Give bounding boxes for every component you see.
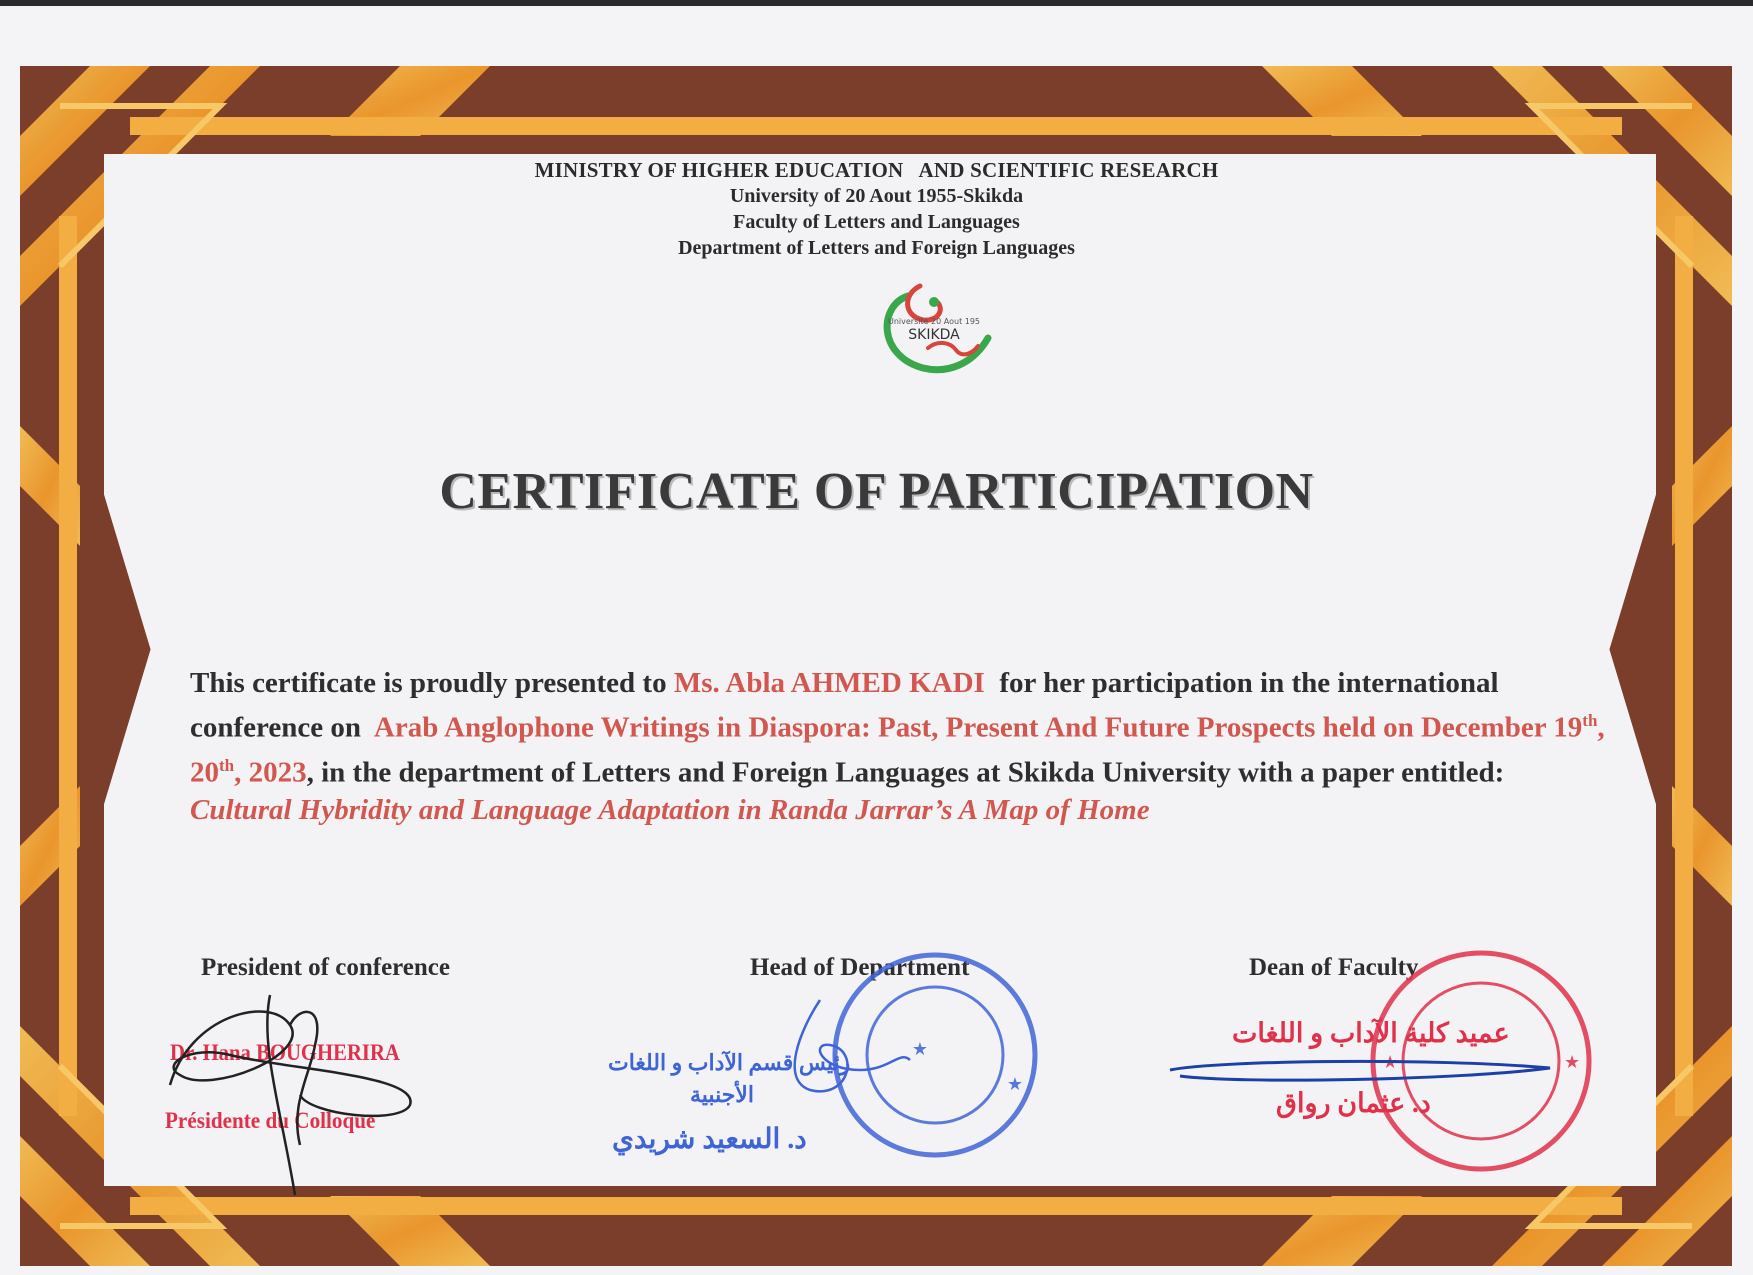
faculty-heading: Faculty of Letters and Languages — [733, 211, 1020, 233]
conference-title: Arab Anglophone Writings in Diaspora: Past, Present And Future Prospects held on December 19 — [373, 711, 1583, 744]
date-suffix-2: th — [219, 755, 235, 775]
scan-edge — [0, 0, 1753, 6]
president-name: Dr. Hana BOUGHERIRA — [170, 1040, 400, 1065]
department-heading: Department of Letters and Foreign Languages — [678, 237, 1075, 259]
recipient-name: Ms. Abla AHMED KADI — [673, 667, 985, 699]
dean-label: Dean of Faculty — [1249, 954, 1419, 981]
svg-text:★: ★ — [911, 1039, 929, 1060]
president-signature — [150, 985, 450, 1205]
body-mid2: , in the department of Letters and Foreign Languages at Skikda University with a paper entitled: — [306, 756, 1505, 789]
dean-signature — [1160, 1040, 1560, 1100]
head-of-department-label: Head of Department — [750, 954, 970, 981]
university-heading: University of 20 Aout 1955-Skikda — [729, 185, 1024, 207]
certificate-title: CERTIFICATE OF PARTICIPATION — [439, 463, 1314, 520]
date-comma: , 20 — [190, 711, 1605, 789]
date-suffix-1: th — [1582, 711, 1598, 730]
logo-name: SKIKDA — [908, 327, 960, 343]
svg-text:★: ★ — [1006, 1074, 1024, 1095]
head-stamp-line2: الأجنبية — [690, 1082, 754, 1107]
paper-title: Cultural Hybridity and Language Adaptation in Randa Jarrar’s A Map of Home — [190, 794, 1150, 827]
head-stamp-line3: د. السعيد شريدي — [612, 1124, 807, 1155]
president-role: Présidente du Colloque — [165, 1108, 376, 1133]
conference-year: , 2023 — [234, 756, 307, 789]
president-label: President of conference — [201, 954, 450, 981]
head-signature — [760, 990, 920, 1110]
head-stamp-line1: رئيس قسم الآداب و اللغات — [608, 1050, 851, 1075]
body-mid1: for her participation in the international conference on — [190, 667, 1506, 744]
certificate-body — [190, 664, 1610, 829]
ministry-heading: MINISTRY OF HIGHER EDUCATION AND SCIENTIFIC RESEARCH — [534, 158, 1219, 182]
svg-text:★: ★ — [1382, 1052, 1399, 1073]
body-intro: This certificate is proudly presented to — [190, 667, 674, 699]
logo-top-text: Universite 20 Aout 195 — [887, 317, 981, 326]
dean-stamp-line1: عميد كلية الآداب و اللغات — [1232, 1018, 1510, 1048]
svg-text:★: ★ — [1564, 1052, 1581, 1073]
university-logo — [868, 276, 998, 380]
dean-stamp-line2: د. عثمان رواق — [1276, 1088, 1431, 1118]
